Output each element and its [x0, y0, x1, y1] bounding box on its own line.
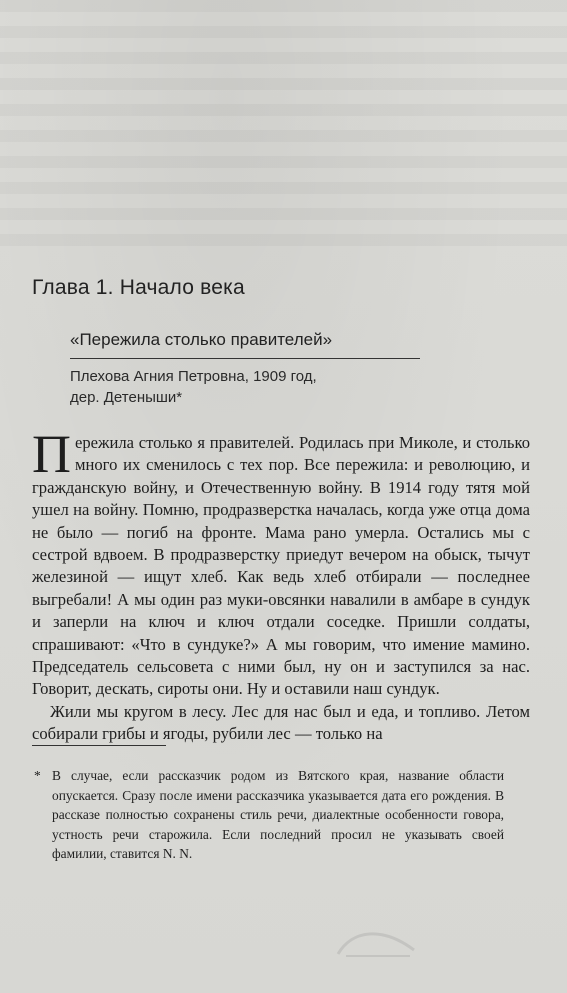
paragraph: Жили мы кругом в лесу. Лес для нас был и еда, и топливо. Летом собирали грибы и ягоды, рубили лес — только на [32, 701, 530, 744]
show-through-text [0, 0, 567, 260]
drop-cap: П [32, 424, 71, 484]
faint-stamp-mark [332, 920, 420, 962]
footnote-text: В случае, если рассказчик родом из Вятского края, название области опускается. Сразу после имени рассказчика указывается дата его рождения. В рассказе полностью сохранены стиль речи, диалектные особенности говора, устность речи старожила. Если последний просил не указывать своей фамилии, ставится N. N. [52, 768, 504, 862]
epigraph-underline [70, 358, 420, 359]
paragraph-text: ережила столько я правителей. Родилась при Миколе, и столько много их сменилось с тех пор. Все пережила: и революцию, и гражданскую войну, и Отечественную войну. В 1914 году тятя мой ушел на войну. Помню, продразверстка началась, когда уже отца дома не было — погиб на фронте. Мама рано умерла. Остались мы с сестрой вдвоем. В продразверстку приедут вечером на обыск, тычут железиной — ищут хлеб. Как ведь хлеб отбирали — последнее выгребали! А мы один раз муки-овсянки навалили в амбаре в сундук и заперли на ключ и ключ отдали соседке. Пришли солдаты, спрашивают: «Что в сундуке?» А мы говорим, что имение мамино. Председатель сельсовета с ними был, ну он и заступился за нас. Говорит, дескать, сироты они. Ну и оставили наш сундук. [32, 433, 530, 699]
paragraph [32, 424, 530, 701]
narrator-place: дер. Детеныши* [70, 389, 183, 406]
chapter-title: Глава 1. Начало века [32, 276, 245, 299]
epigraph-title: «Пережила столько правителей» [70, 330, 333, 349]
footnote-marker: * [34, 768, 41, 783]
narrator-info: Плехова Агния Петровна, 1909 год, [70, 368, 317, 385]
footnote-separator [32, 745, 166, 746]
main-text [32, 424, 530, 746]
footnote [34, 766, 504, 864]
